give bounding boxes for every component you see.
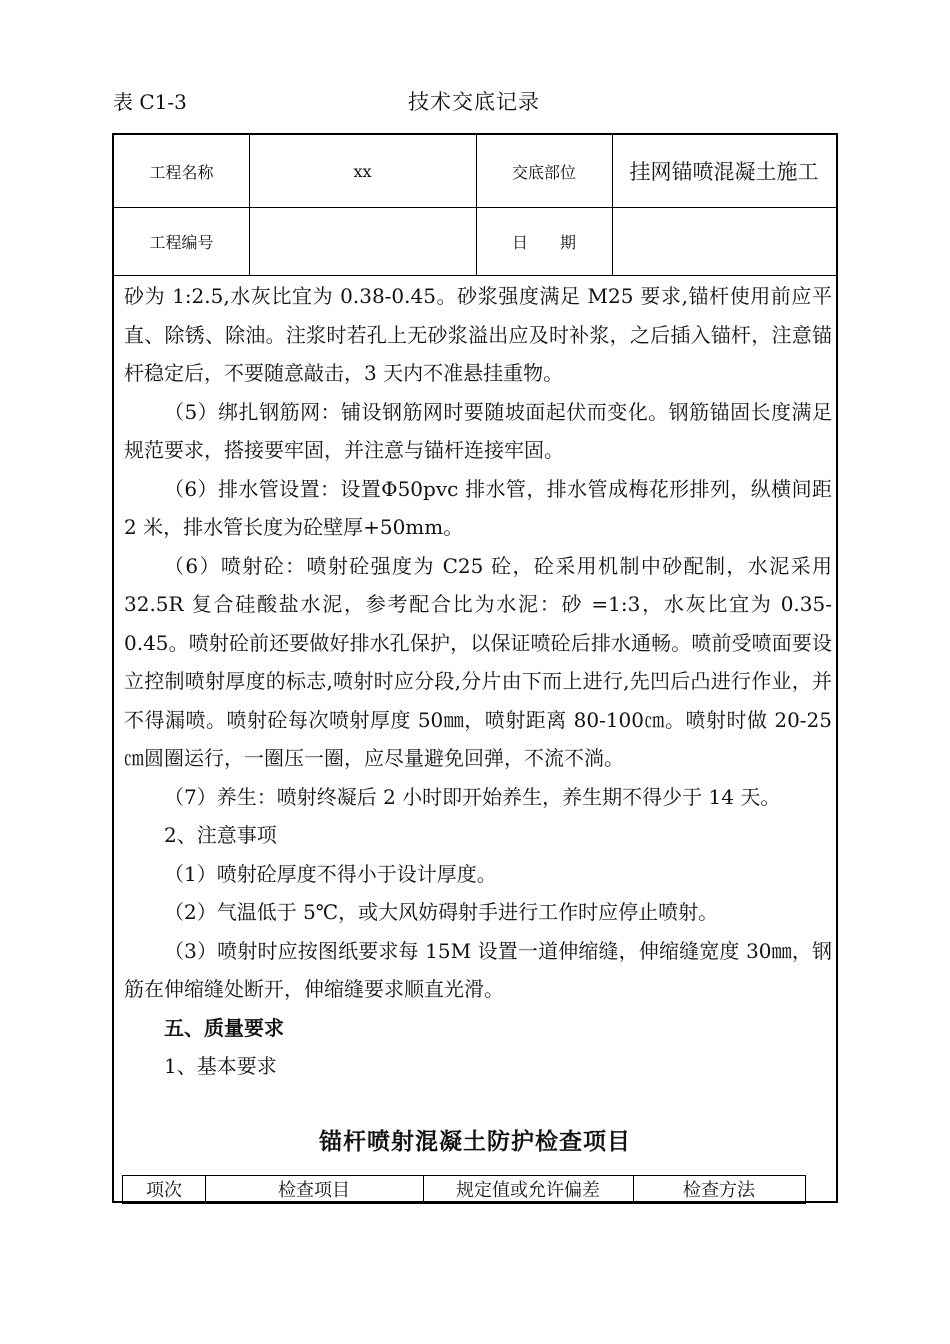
form-code: 表 C1-3: [113, 90, 187, 114]
column-header: 检查项目: [278, 1180, 350, 1201]
location-value: 挂网锚喷混凝土施工: [629, 160, 819, 184]
record-frame: [112, 133, 838, 1203]
info-row-1: [114, 135, 836, 208]
check-table-title: 锚杆喷射混凝土防护检查项目: [319, 1128, 631, 1155]
project-name-value: xx: [353, 161, 372, 181]
paragraph: （2）气温低于 5℃，或大风妨碍射手进行工作时应停止喷射。: [164, 900, 719, 924]
paragraph: （5）绑扎钢筋网：铺设钢筋网时要随坡面起伏而变化。钢筋锚固长度满足规范要求，搭接要牢固，并注意与锚杆连接牢固。: [124, 399, 832, 462]
column-header: 规定值或允许偏差: [456, 1180, 600, 1201]
info-row-2: [114, 207, 836, 276]
paragraph: （6）喷射砼：喷射砼强度为 C25 砼，砼采用机制中砂配制，水泥采用 32.5R 复合硅酸盐水泥，参考配合比为水泥：砂 =1:3，水灰比宜为 0.35-0.45。喷射砼前还要做好排水孔保护，以保证喷砼后排水通畅。喷前受喷面要设立控制喷射厚度的标志,喷射时应分段,分片由下而上进行,先凹后凸进行作业，并不得漏喷。喷射砼每次喷射厚度 50㎜，喷射距离 80-100㎝。喷射时做 20-25㎝圆圈运行，一圈压一圈，应尽量避免回弹，不流不淌。: [124, 553, 832, 770]
paragraph: （1）喷射砼厚度不得小于设计厚度。: [164, 861, 497, 886]
check-table-header: [122, 1175, 806, 1204]
paragraph: （7）养生：喷射终凝后 2 小时即开始养生，养生期不得少于 14 天。: [164, 784, 781, 809]
column-header: 项次: [146, 1180, 182, 1201]
section-heading: 2、注意事项: [164, 823, 277, 847]
paragraph: （3）喷射时应按图纸要求每 15M 设置一道伸缩缝，伸缩缝宽度 30㎜，钢筋在伸缩缝处断开，伸缩缝要求顺直光滑。: [124, 938, 832, 1001]
paragraph: 砂为 1:2.5,水灰比宜为 0.38-0.45。砂浆强度满足 M25 要求,锚杆使用前应平直、除锈、除油。注浆时若孔上无砂浆溢出应及时补浆，之后插入锚杆，注意锚杆稳定后，不要随意敲击，3 天内不准悬挂重物。: [124, 284, 832, 385]
page-title: 技术交底记录: [408, 90, 540, 114]
location-label: 交底部位: [511, 162, 576, 182]
disclosure-content: [124, 277, 832, 1086]
section-heading: 1、基本要求: [164, 1054, 277, 1078]
project-no-value: [249, 207, 476, 275]
section-heading: 五、质量要求: [164, 1015, 284, 1040]
column-header: 检查方法: [683, 1180, 755, 1201]
project-name-label: 工程名称: [149, 162, 214, 182]
date-value: [612, 207, 836, 275]
project-no-label: 工程编号: [149, 232, 214, 252]
paragraph: （6）排水管设置：设置Φ50pvc 排水管，排水管成梅花形排列，纵横间距 2 米，排水管长度为砼壁厚+50mm。: [124, 476, 832, 539]
date-label: 日 期: [511, 232, 576, 252]
